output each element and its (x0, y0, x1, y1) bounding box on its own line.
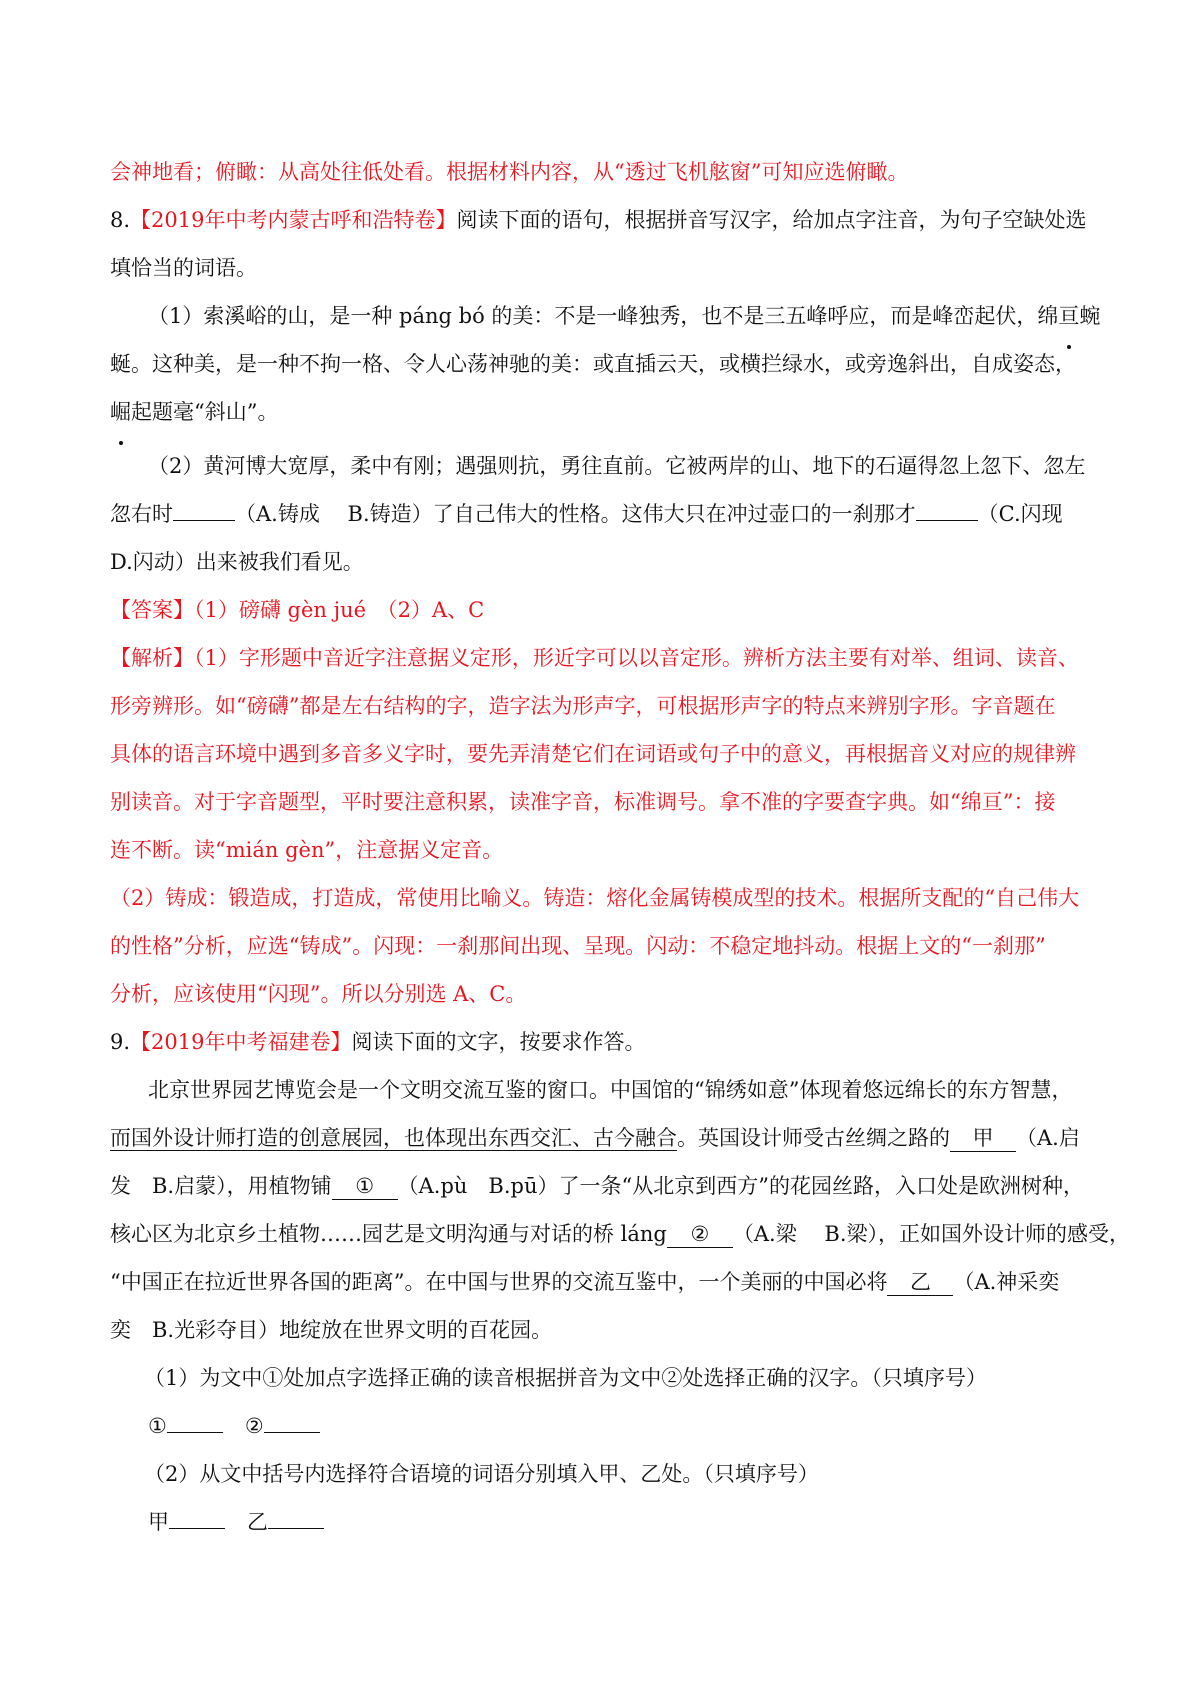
q9-passage-line3-a: 发 B.启蒙），用植物铺 (110, 1174, 332, 1198)
q9-passage-line5 (110, 1258, 1100, 1306)
q8-analysis-line-7: 的性格”分析，应选“铸成”。闪现：一刹那间出现、呈现。闪动：不稳定地抖动。根据上文的“一刹那” (110, 934, 1046, 958)
q9-passage-line4 (110, 1210, 1131, 1258)
q9-sub1-label-1: ① (148, 1414, 167, 1438)
q8-blank-2[interactable] (916, 520, 978, 521)
q8-instruction-cont: 填恰当的词语。 (110, 256, 257, 280)
q9-instruction: 阅读下面的文字，按要求作答。 (351, 1030, 646, 1054)
q8-analysis-line-3: 具体的语言环境中遇到多音多义字时，要先弄清楚它们在词语或句子中的意义，再根据音义对应的规律辨 (110, 742, 1076, 766)
q8-passage2-text-b: （A.铸成 B.铸造）了自己伟大的性格。这伟大只在冲过壶口的一刹那才 (235, 502, 916, 526)
q9-sub2-label-yi: 乙 (247, 1510, 268, 1534)
q9-header (110, 1018, 1100, 1066)
q9-sub1-label-2: ② (244, 1414, 264, 1438)
q8-passage1-line3-text: 起题毫“斜山”。 (131, 400, 279, 424)
q8-passage1-line2: 蜒。这种美，是一种不拘一格、令人心荡神驰的美：或直插云天，或横拦绿水，或旁逸斜出，自成姿态， (110, 352, 1076, 376)
q9-passage-line2-end: （A.启 (1016, 1126, 1080, 1150)
previous-answer-tail: 会神地看；俯瞰：从高处往低处看。根据材料内容，从“透过飞机舷窗”可知应选俯瞰。 (110, 160, 909, 184)
q9-passage-line3 (110, 1162, 1100, 1210)
q8-passage2-text-c: （C.闪现 (977, 502, 1063, 526)
q8-passage2-line2 (110, 490, 1100, 538)
q8-source: 【2019年中考内蒙古呼和浩特卷】 (130, 208, 457, 232)
q8-passage1-text-end: 蜿 (1079, 304, 1101, 328)
q9-passage-line4-a: 核心区为北京乡土植物……园艺是文明沟通与对话的桥 láng (110, 1222, 667, 1246)
page-content (110, 148, 1131, 1546)
q8-passage2-line1: （2）黄河博大宽厚，柔中有刚；遇强则抗，勇往直前。它被两岸的山、地下的石逼得忽上忽下、忽左 (148, 454, 1086, 478)
q9-passage-line3-b: （A.pù B.pū）了一条“从北京到西方”的花园丝路，入口处是欧洲树种， (397, 1174, 1084, 1198)
q9-blank-2[interactable]: ② (667, 1221, 733, 1248)
dotted-char-jue: 崛 (110, 388, 131, 436)
q9-sub2-answer-jia[interactable] (169, 1528, 225, 1529)
q9-sub2-answers (110, 1498, 1100, 1546)
q9-source: 【2019年中考福建卷】 (130, 1030, 352, 1054)
q8-analysis-line-8: 分析，应该使用“闪现”。所以分别选 A、C。 (110, 982, 527, 1006)
q8-analysis-line-1: 【解析】（1）字形题中音近字注意据义定形，形近字可以以音定形。辨析方法主要有对举、组词、读音、 (110, 646, 1079, 670)
q9-sub1-prompt: （1）为文中①处加点字选择正确的读音根据拼音为文中②处选择正确的汉字。（只填序号） (144, 1366, 987, 1390)
q9-number: 9. (110, 1030, 131, 1054)
q9-blank-jia[interactable]: 甲 (950, 1125, 1016, 1152)
q9-sub2-answer-yi[interactable] (268, 1528, 324, 1529)
q9-passage-line2 (110, 1114, 1100, 1162)
q8-header (110, 196, 1100, 244)
q9-sub1-answers (110, 1402, 1100, 1450)
q8-analysis-line-2: 形旁辨形。如“磅礴”都是左右结构的字，造字法为形声字，可根据形声字的特点来辨别字形。字音题在 (110, 694, 1056, 718)
q8-number: 8. (110, 208, 131, 232)
q8-passage2-text-a: 忽右时 (110, 502, 173, 526)
q9-blank-yi[interactable]: 乙 (887, 1269, 953, 1296)
q9-passage-line2-text: 。英国设计师受古丝绸之路的 (677, 1126, 950, 1150)
q8-passage1-text: （1）索溪峪的山，是一种 páng bó 的美：不是一峰独秀，也不是三五峰呼应，而是峰峦起伏，绵 (148, 304, 1059, 328)
q8-instruction: 阅读下面的语句，根据拼音写汉字，给加点字注音，为句子空缺处选 (456, 208, 1087, 232)
q9-sub2-label-jia: 甲 (148, 1510, 169, 1534)
q9-passage-line4-b: （A.梁 B.梁），正如国外设计师的感受， (732, 1222, 1131, 1246)
q9-passage-line5-a: “中国正在拉近世界各国的距离”。在中国与世界的交流互鉴中，一个美丽的中国必将 (110, 1270, 888, 1294)
q8-analysis-line-6: （2）铸成：锻造成，打造成，常使用比喻义。铸造：熔化金属铸模成型的技术。根据所支配的“自己伟大 (110, 886, 1080, 910)
q9-passage-line5-b: （A.神采奕 (953, 1270, 1060, 1294)
q9-sub1-answer-2[interactable] (264, 1432, 320, 1433)
dotted-char-gen: 亘 (1058, 292, 1079, 340)
q8-passage1-line1 (110, 292, 1100, 340)
q9-passage-line6: 奕 B.光彩夺目）地绽放在世界文明的百花园。 (110, 1318, 553, 1342)
q9-sub1-answer-1[interactable] (167, 1432, 223, 1433)
q8-passage1-line3 (110, 388, 1100, 436)
q9-blank-1[interactable]: ① (332, 1173, 398, 1200)
q8-analysis-line-5: 连不断。读“mián gèn”，注意据义定音。 (110, 838, 504, 862)
q9-underlined-sentence: 而国外设计师打造的创意展园，也体现出东西交汇、古今融合 (110, 1126, 677, 1150)
q8-blank-1[interactable] (173, 520, 235, 521)
q9-sub2-prompt: （2）从文中括号内选择符合语境的词语分别填入甲、乙处。（只填序号） (144, 1462, 819, 1486)
q8-answer: 【答案】（1）磅礴 gèn jué （2）A、C (110, 598, 485, 622)
q8-analysis-line-4: 别读音。对于字音题型，平时要注意积累，读准字音，标准调号。拿不准的字要查字典。如“绵亘”：接 (110, 790, 1056, 814)
q8-passage2-line3: D.闪动）出来被我们看见。 (110, 550, 364, 574)
q9-passage-line1: 北京世界园艺博览会是一个文明交流互鉴的窗口。中国馆的“锦绣如意”体现着悠远绵长的东方智慧， (148, 1078, 1073, 1102)
